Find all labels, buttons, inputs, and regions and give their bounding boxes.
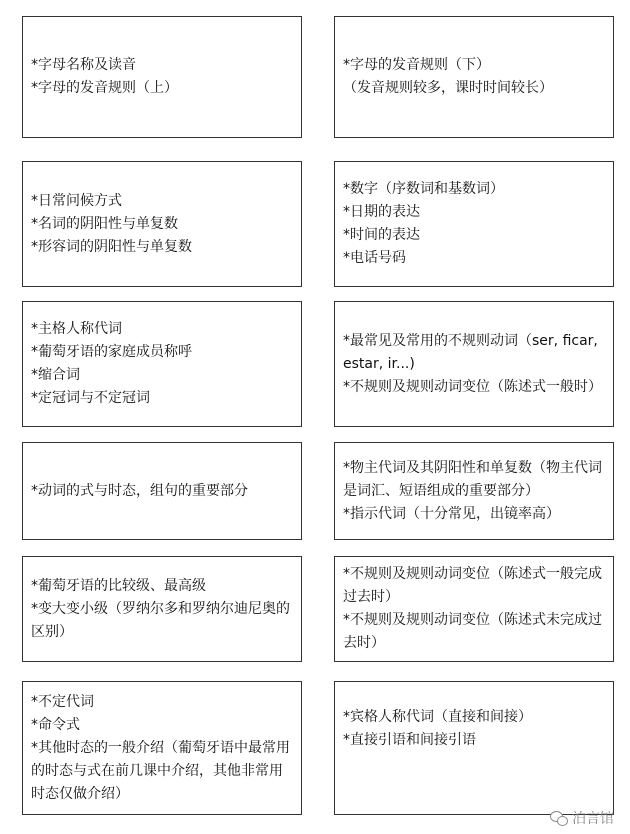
lesson-box-10	[334, 556, 614, 662]
lesson-line: *不规则及规则动词变位（陈述式一般时）	[343, 378, 602, 395]
watermark-text: 泊言馆	[572, 811, 614, 827]
lesson-box-9	[22, 556, 302, 662]
lesson-line: *字母名称及读音	[31, 57, 136, 73]
lesson-line: *不规则及规则动词变位（陈述式一般完成过去时）	[343, 566, 602, 605]
lesson-box-2	[334, 16, 614, 138]
lesson-line: *直接引语和间接引语	[343, 732, 476, 748]
lesson-line: *名词的阴阳性与单复数	[31, 215, 178, 232]
lesson-line: *其他时态的一般介绍（葡萄牙语中最常用的时态与式在前几课中介绍，其他非常用时态仅做介绍）	[31, 739, 290, 802]
lesson-line: *宾格人称代词（直接和间接）	[343, 709, 532, 725]
lesson-line: *数字（序数词和基数词）	[343, 181, 504, 197]
lesson-line: *指示代词（十分常见，出镜率高）	[343, 505, 560, 522]
lesson-line: *动词的式与时态，组句的重要部分	[31, 482, 248, 499]
lesson-line: *不定代词	[31, 693, 94, 710]
lesson-line: *葡萄牙语的家庭成员称呼	[31, 344, 192, 360]
lesson-box-5	[22, 301, 302, 427]
lesson-box-7	[22, 442, 302, 540]
watermark	[550, 808, 614, 828]
lesson-line: *变大变小级（罗纳尔多和罗纳尔迪尼奥的区别）	[31, 600, 290, 640]
lesson-box-6	[334, 301, 614, 427]
lesson-line: *定冠词与不定冠词	[31, 390, 150, 406]
lesson-line: *字母的发音规则（上）	[31, 80, 178, 96]
lesson-line: *日期的表达	[343, 204, 420, 220]
lesson-line: *缩合词	[31, 367, 80, 383]
lesson-line: *形容词的阴阳性与单复数	[31, 238, 192, 255]
lesson-line: *字母的发音规则（下）	[343, 57, 490, 73]
lesson-box-3	[22, 161, 302, 287]
lesson-line: *最常见及常用的不规则动词（ser, ficar, estar, ir...)	[343, 332, 603, 372]
lesson-line: （发音规则较多，课时时间较长）	[343, 80, 553, 96]
wechat-icon	[550, 811, 568, 825]
lesson-line: *物主代词及其阴阳性和单复数（物主代词是词汇、短语组成的重要部分）	[343, 459, 602, 499]
lesson-box-12	[334, 681, 614, 815]
lesson-line: *葡萄牙语的比较级、最高级	[31, 577, 206, 594]
lesson-box-8	[334, 442, 614, 540]
lesson-line: *主格人称代词	[31, 321, 122, 337]
lesson-box-1	[22, 16, 302, 138]
lesson-line: *时间的表达	[343, 227, 420, 243]
lesson-line: *命令式	[31, 716, 80, 733]
lesson-line: *日常问候方式	[31, 192, 122, 209]
lesson-box-4	[334, 161, 614, 287]
lesson-box-11	[22, 681, 302, 815]
lesson-line: *电话号码	[343, 250, 406, 266]
lesson-line: *不规则及规则动词变位（陈述式未完成过去时）	[343, 612, 602, 651]
